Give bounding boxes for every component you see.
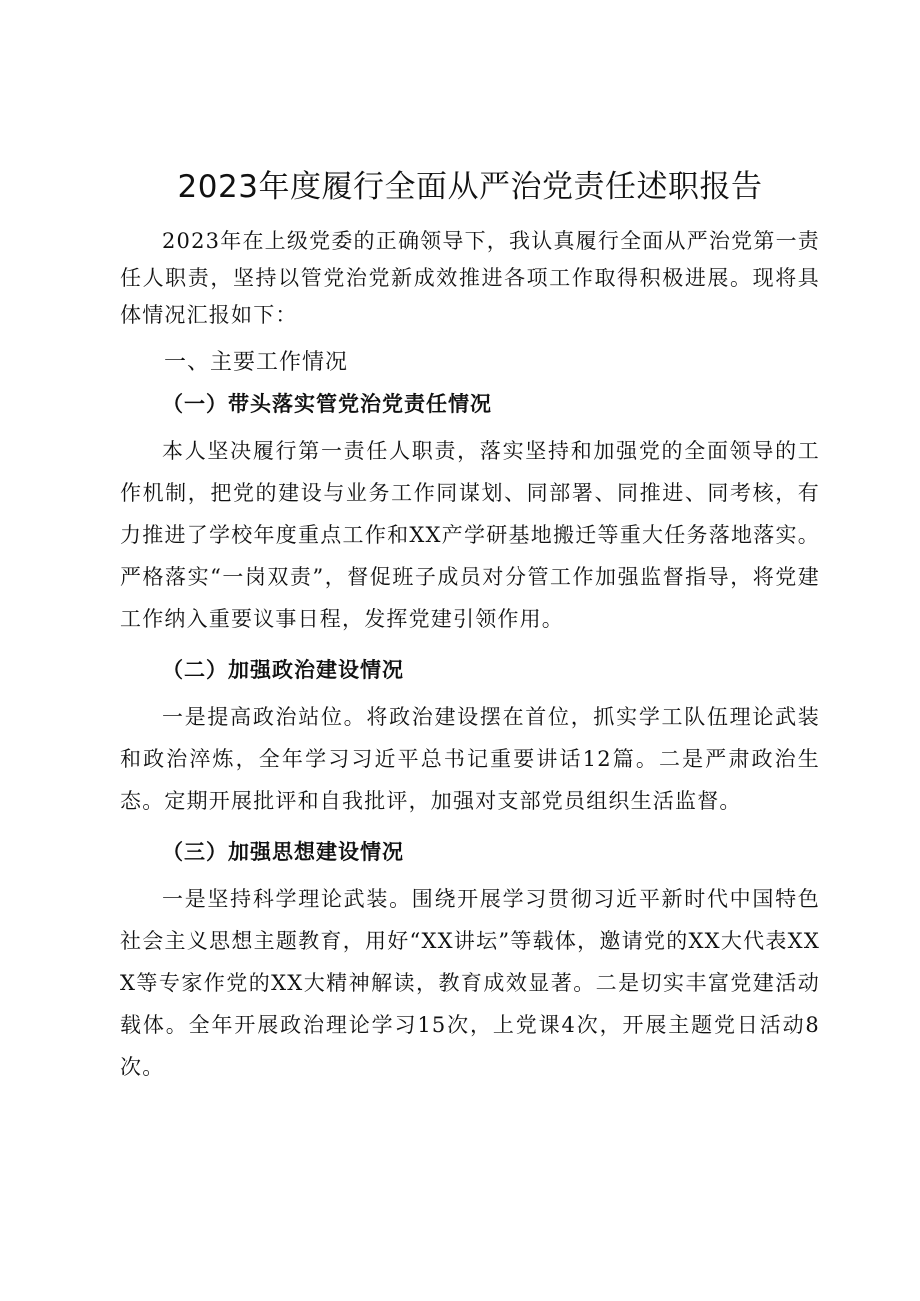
subsection-body-ideological: 一是坚持科学理论武装。围绕开展学习贯彻习近平新时代中国特色社会主义思想主题教育，用好“XX讲坛”等载体，邀请党的XX大代表XXX等专家作党的XX大精神解读，教育成效显著。二是切实丰富党建活动载体。全年开展政治理论学习15次，上党课4次，开展主题党日活动8次。 — [120, 887, 820, 1079]
intro-paragraph: 2023年在上级党委的正确领导下，我认真履行全面从严治党第一责任人职责，坚持以管党治党新成效推进各项工作取得积极进展。现将具体情况汇报如下： — [120, 229, 820, 327]
subsection-body-political: 一是提高政治站位。将政治建设摆在首位，抓实学工队伍理论武装和政治淬炼，全年学习习近平总书记重要讲话12篇。二是严肃政治生态。定期开展批评和自我批评，加强对支部党员组织生活监督。 — [120, 705, 820, 813]
subsection-heading-political: （二）加强政治建设情况 — [162, 657, 404, 682]
document-page — [120, 165, 820, 1088]
section-heading-main-work: 一、主要工作情况 — [164, 350, 349, 375]
subsection-heading-ideological: （三）加强思想建设情况 — [162, 839, 404, 864]
subsection-body-responsibility: 本人坚决履行第一责任人职责，落实坚持和加强党的全面领导的工作机制，把党的建设与业务工作同谋划、同部署、同推进、同考核，有力推进了学校年度重点工作和XX产学研基地搬迁等重大任务落地落实。严格落实“一岗双责”，督促班子成员对分管工作加强监督指导，将党建工作纳入重要议事日程，发挥党建引领作用。 — [120, 439, 820, 631]
document-title: 2023年度履行全面从严治党责任述职报告 — [177, 169, 763, 205]
subsection-heading-responsibility: （一）带头落实管党治党责任情况 — [162, 391, 492, 416]
